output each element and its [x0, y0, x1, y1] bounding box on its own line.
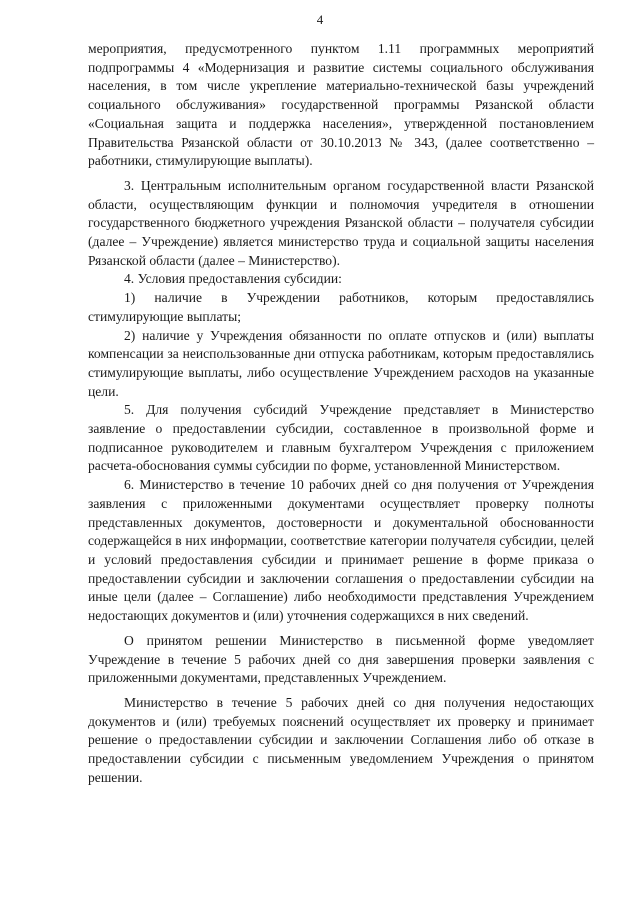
paragraph-recheck: Министерство в течение 5 рабочих дней со дня получения недостающих документов и (или) требуемых пояснений осуществляет их проверку и принимает решение о предоставлении субсидии и заключении Соглашения либо об отказе в предоставлении субсидии с письменным уведомлением Учреждения о принятом решении. — [88, 694, 594, 785]
paragraph-continuation: мероприятия, предусмотренного пунктом 1.11 программных мероприятий подпрограммы 4 «Модернизация и развитие системы социального обслуживания населения, в том числе укрепление материально-технической базы учреждений социального обслуживания» государственной программы Рязанской области «Социальная защита и поддержка населения», утвержденной постановлением Правительства Рязанской области от 30.10.2013 № 343, (далее соответственно – работники, стимулирующие выплаты). — [88, 41, 594, 169]
paragraph-3: 3. Центральным исполнительным органом государственной власти Рязанской области, осуществляющим функции и полномочия учредителя в отношении государственного бюджетного учреждения Рязанской области – получателя субсидии (далее – Учреждение) является министерство труда и социальной защиты населения Рязанской области (далее – Министерство). — [88, 177, 594, 268]
paragraph-4-item-1: 1) наличие в Учреждении работников, которым предоставлялись стимулирующие выплаты; — [88, 290, 594, 324]
paragraph-notification: О принятом решении Министерство в письменной форме уведомляет Учреждение в течение 5 рабочих дней со дня завершения проверки заявления с приложенными документами, представленных Учреждением. — [88, 632, 594, 686]
paragraph-6: 6. Министерство в течение 10 рабочих дней со дня получения от Учреждения заявления с приложенными документами осуществляет проверку полноты представленных документов, достоверности и документальной обоснованности содержащейся в них информации, соответствие категории получателя субсидии, целей и условий предоставления субсидии и принимает решение в форме приказа о предоставлении субсидии и заключении соглашения о предоставлении субсидии на иные цели (далее – Соглашение) либо необходимости представления Учреждением недостающих документов и (или) уточнения содержащихся в них сведений. — [88, 477, 594, 624]
paragraph-4: 4. Условия предоставления субсидии: — [124, 271, 342, 287]
page-number: 4 — [316, 12, 324, 27]
document-body — [88, 40, 594, 787]
paragraph-5: 5. Для получения субсидий Учреждение представляет в Министерство заявление о предоставлении субсидии, составленное в произвольной форме и подписанное руководителем и главным бухгалтером Учреждения с приложением расчета-обоснования суммы субсидии по форме, установленной Министерством. — [88, 402, 594, 474]
paragraph-4-item-2: 2) наличие у Учреждения обязанности по оплате отпусков и (или) выплаты компенсации за неиспользованные дни отпуска работникам, которым предоставлялись стимулирующие выплаты, либо осуществление Учреждением расходов на указанные цели. — [88, 327, 594, 399]
